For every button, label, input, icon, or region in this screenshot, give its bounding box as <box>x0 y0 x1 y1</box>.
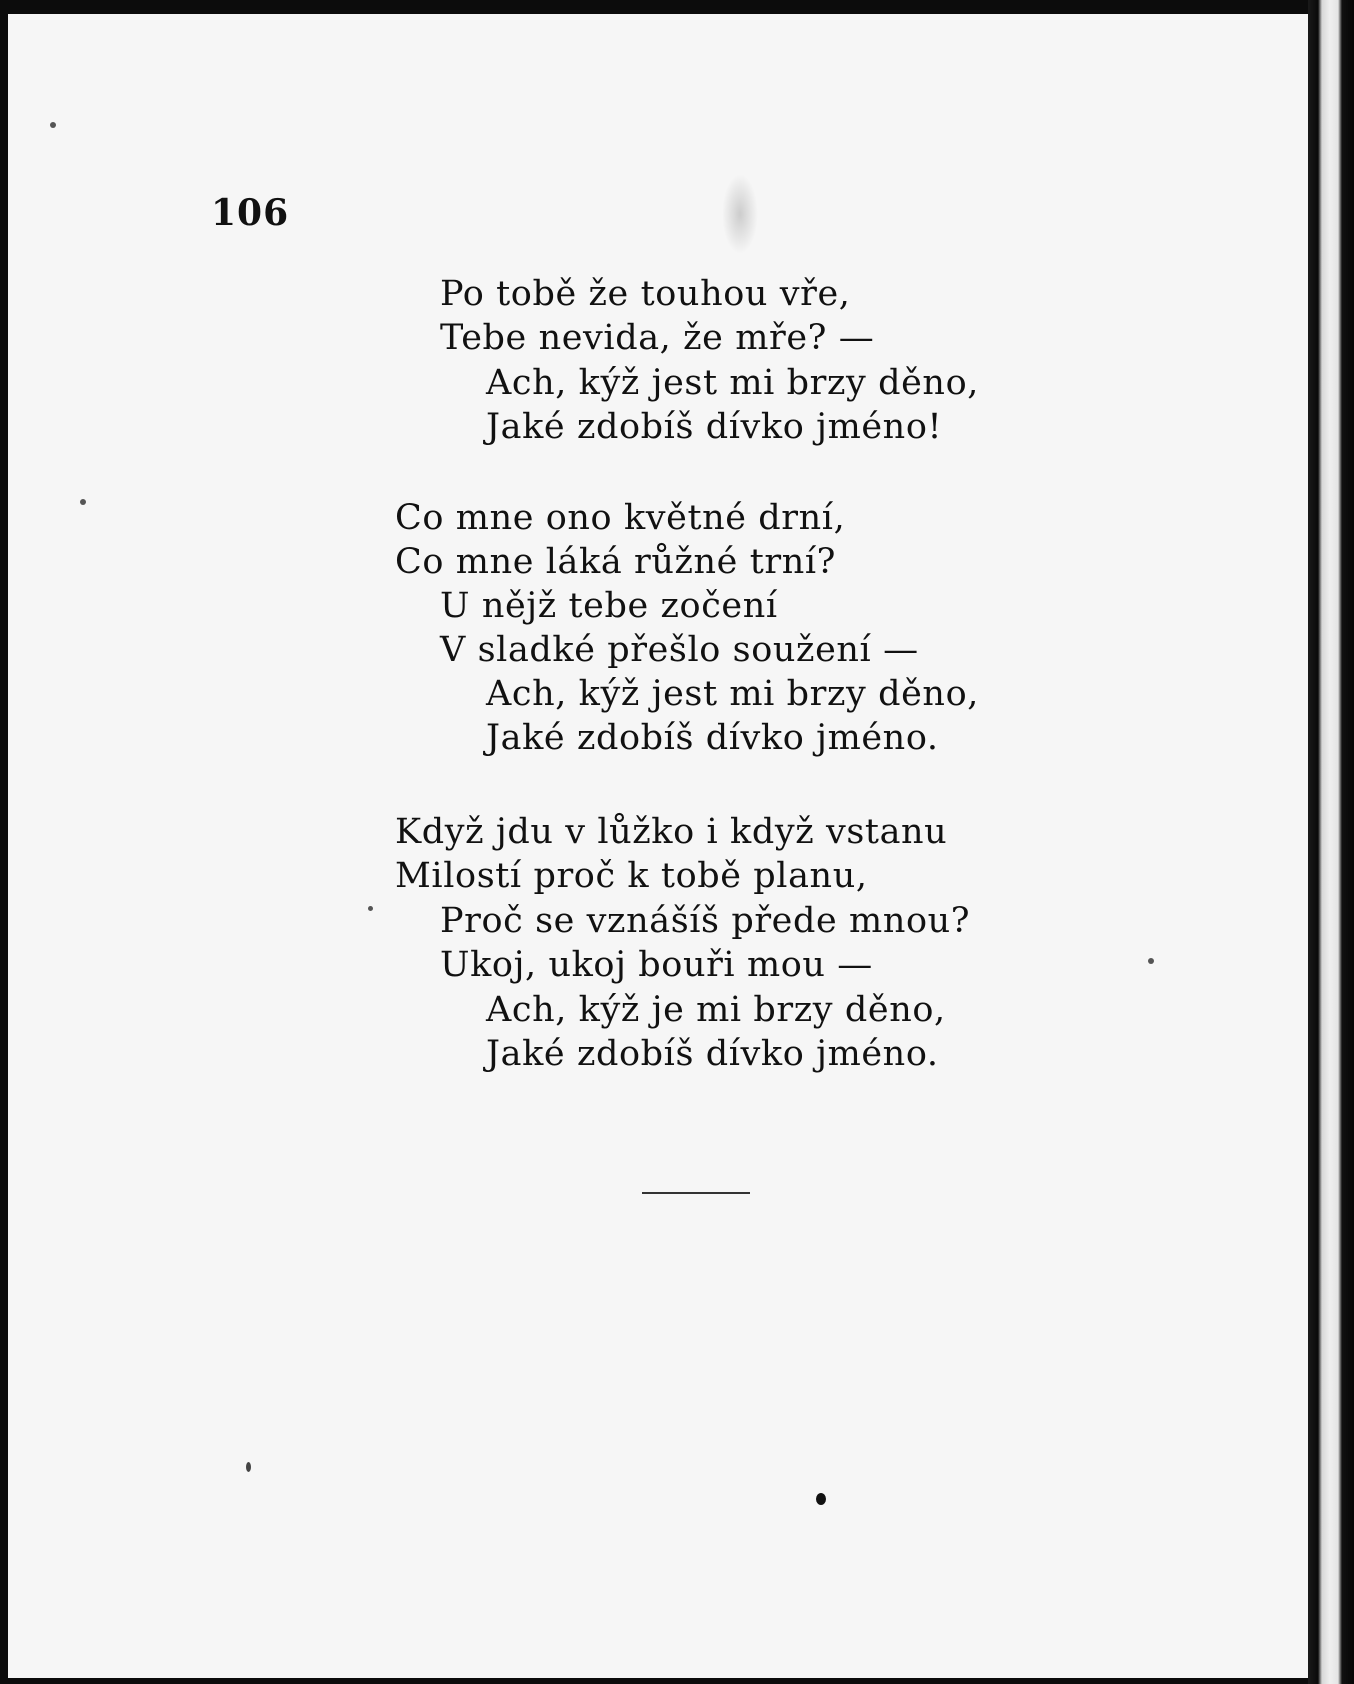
poem-line: V sladké přešlo soužení — <box>440 630 919 670</box>
book-page <box>8 14 1308 1678</box>
poem-line: Jaké zdobíš dívko jméno. <box>486 1034 939 1074</box>
poem-line: Milostí proč k tobě planu, <box>395 856 868 896</box>
poem-line: Když jdu v lůžko i když vstanu <box>395 812 948 852</box>
book-spine-edge <box>1308 0 1354 1684</box>
poem-line: Ach, kýž jest mi brzy děno, <box>486 674 979 714</box>
paper-speck <box>368 906 373 911</box>
poem-line: Co mne láká růžné trní? <box>395 542 836 582</box>
poem-line: Jaké zdobíš dívko jméno! <box>486 407 943 447</box>
poem-line: Tebe nevida, že mře? — <box>440 318 875 358</box>
page-number: 106 <box>211 192 290 234</box>
paper-stain <box>722 174 758 254</box>
poem-line: Jaké zdobíš dívko jméno. <box>486 718 939 758</box>
poem-line: Proč se vznášíš přede mnou? <box>440 901 971 941</box>
poem-line: Po tobě že touhou vře, <box>440 274 851 314</box>
paper-speck <box>1148 958 1154 964</box>
poem-line: Co mne ono květné drní, <box>395 498 846 538</box>
poem-line: Ukoj, ukoj bouři mou — <box>440 945 873 985</box>
end-rule <box>642 1192 750 1194</box>
poem-line: U nějž tebe zočení <box>440 586 778 626</box>
paper-speck <box>50 122 56 128</box>
paper-speck <box>816 1493 826 1505</box>
paper-speck <box>246 1462 251 1472</box>
poem-line: Ach, kýž je mi brzy děno, <box>486 990 946 1030</box>
poem-line: Ach, kýž jest mi brzy děno, <box>486 363 979 403</box>
paper-speck <box>80 499 86 505</box>
